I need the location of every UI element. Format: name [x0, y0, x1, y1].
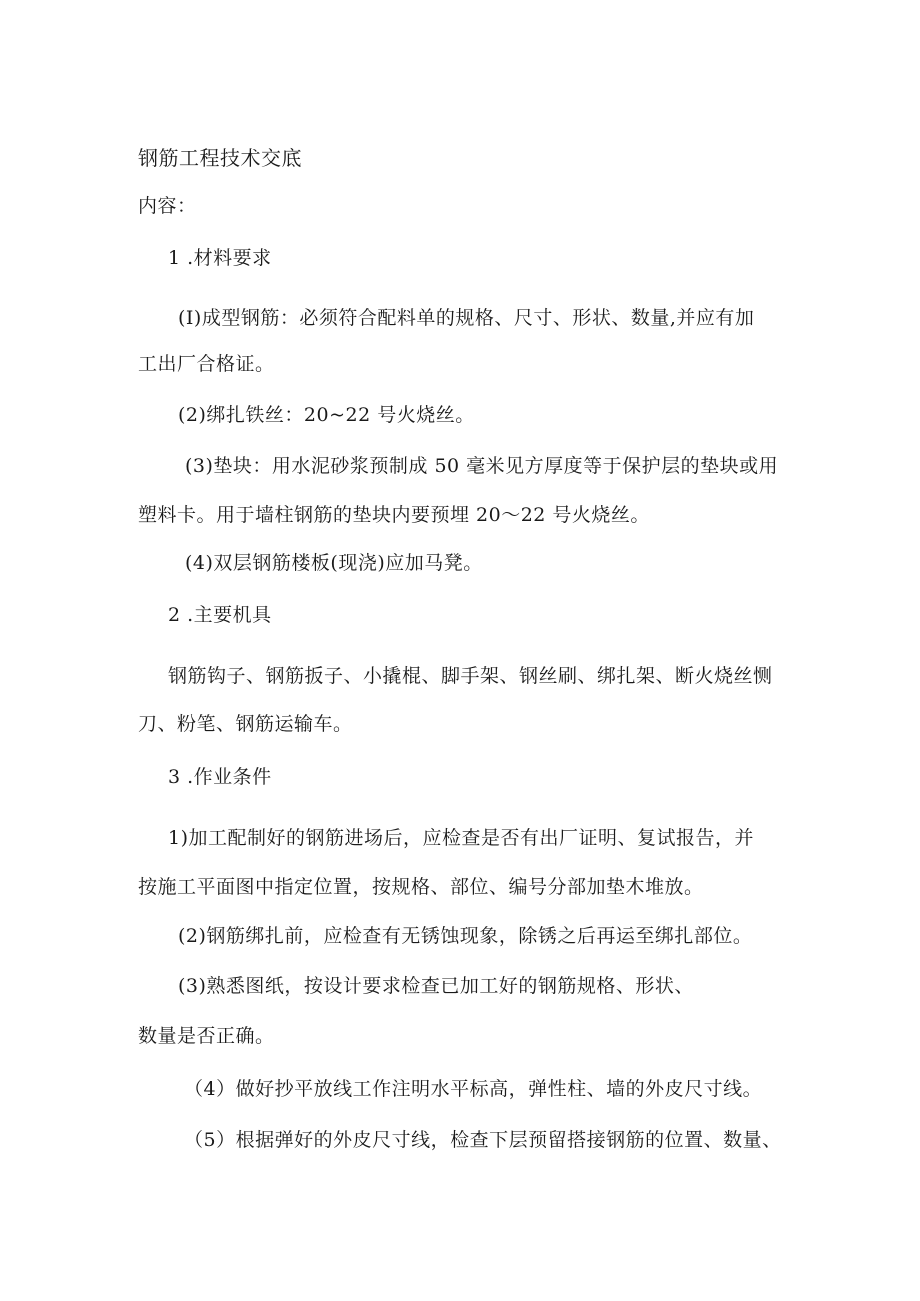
paragraph-spacer-block-line1: (3)垫块：用水泥砂浆预制成 50 毫米见方厚度等于保护层的垫块或用	[185, 455, 779, 477]
paragraph-double-layer-slab: (4)双层钢筋楼板(现浇)应加马凳。	[185, 552, 483, 574]
section-heading-work-conditions: 3 .作业条件	[168, 766, 272, 788]
paragraph-binding-wire: (2)绑扎铁丝：20~22 号火烧丝。	[178, 404, 475, 426]
paragraph-drawings-line2: 数量是否正确。	[138, 1025, 275, 1047]
paragraph-formed-steel-line2: 工出厂合格证。	[138, 353, 275, 375]
paragraph-leveling: （4）做好抄平放线工作注明水平标高，弹性柱、墙的外皮尺寸线。	[184, 1078, 763, 1100]
paragraph-tools-line1: 钢筋钩子、钢筋扳子、小撬棍、脚手架、钢丝刷、绑扎架、断火烧丝恻	[168, 665, 773, 687]
paragraph-tools-line2: 刀、粉笔、钢筋运输车。	[138, 713, 353, 735]
paragraph-drawings-line1: (3)熟悉图纸，按设计要求检查已加工好的钢筋规格、形状、	[178, 975, 694, 997]
content-label: 内容：	[138, 195, 197, 217]
paragraph-formed-steel-line1: (I)成型钢筋：必须符合配料单的规格、尺寸、形状、数量,并应有加	[178, 307, 755, 329]
section-heading-tools: 2 .主要机具	[168, 604, 272, 626]
paragraph-rust-check: (2)钢筋绑扎前，应检查有无锈蚀现象，除锈之后再运至绑扎部位。	[178, 925, 753, 947]
document-title: 钢筋工程技术交底	[138, 146, 302, 170]
section-heading-materials: 1 .材料要求	[168, 247, 272, 269]
paragraph-steel-arrival-line2: 按施工平面图中指定位置，按规格、部位、编号分部加垫木堆放。	[138, 876, 704, 898]
paragraph-outer-skin-check: （5）根据弹好的外皮尺寸线，检查下层预留搭接钢筋的位置、数量、	[184, 1129, 782, 1151]
paragraph-steel-arrival-line1: 1)加工配制好的钢筋进场后，应检查是否有出厂证明、复试报告，并	[168, 827, 755, 849]
paragraph-spacer-block-line2: 塑料卡。用于墙柱钢筋的垫块内要预埋 20～22 号火烧丝。	[138, 504, 650, 526]
